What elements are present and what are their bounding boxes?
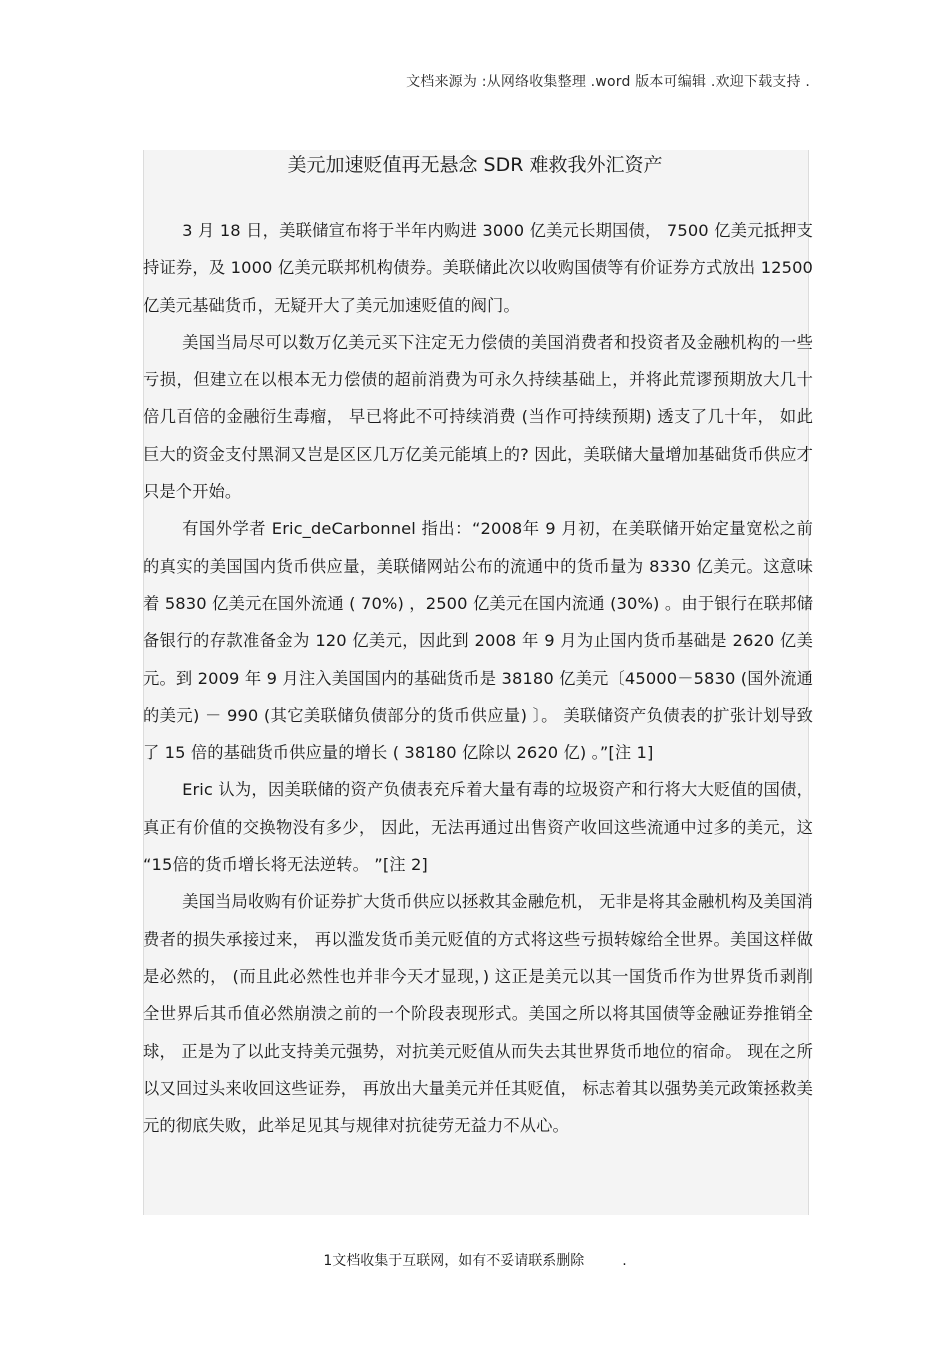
paragraph-2: 美国当局尽可以数万亿美元买下注定无力偿债的美国消费者和投资者及金融机构的一些亏损，但建立在以根本无力偿债的超前消费为可永久持续基础上，并将此荒谬预期放大几十倍几百倍的金融衍生毒瘤， 早已将此不可持续消费 (当作可持续预期) 透支了几十年， 如此巨大的资金支付黑洞又岂是区区几万亿美元能填上的? 因此，美联储大量增加基础货币供应才只是个开始。 xyxy=(143,332,813,502)
paragraph-1: 3 月 18 日，美联储宣布将于半年内购进 3000 亿美元长期国债， 7500 亿美元抵押支持证券，及 1000 亿美元联邦机构债券。美联储此次以收购国债等有价证券方式放出 12500 亿美元基础货币，无疑开大了美元加速贬值的阀门。 xyxy=(143,221,813,315)
paragraph-4: Eric 认为，因美联储的资产负债表充斥着大量有毒的垃圾资产和行将大大贬值的国债， 真正有价值的交换物没有多少， 因此，无法再通过出售资产收回这些流通中过多的美元，这 “15倍的货币增长将无法逆转。 ”[注 2] xyxy=(143,780,813,875)
footer-mark: . xyxy=(622,1253,627,1269)
page-footer xyxy=(0,1250,950,1270)
footer-text: 1文档收集于互联网，如有不妥请联系删除 xyxy=(323,1253,585,1269)
page-header: 文档来源为 :从网络收集整理 .word 版本可编辑 .欢迎下载支持 . xyxy=(406,74,810,90)
paragraph-3: 有国外学者 Eric_deCarbonnel 指出：“2008年 9 月初，在美联储开始定量宽松之前的真实的美国国内货币供应量，美联储网站公布的流通中的货币量为 8330 亿美元。这意味着 5830 亿美元在国外流通 ( 70%) ，2500 亿美元在国内流通 (30%) 。由于银行在联邦储备银行的存款准备金为 120 亿美元，因此到 2008 年 9 月为止国内货币基础是 2620 亿美元。到 2009 年 9 月注入美国国内的基础货币是 38180 亿美元〔45000－5830 (国外流通的美元) － 990 (其它美联储负债部分的货币供应量) 〕。 美联储资产负债表的扩张计划导致了 15 倍的基础货币供应量的增长 ( 38180 亿除以 2620 亿) 。”[注 1] xyxy=(143,519,813,763)
document-body xyxy=(143,212,813,1144)
document-title: 美元加速贬值再无悬念 SDR 难救我外汇资产 xyxy=(287,154,663,176)
paragraph-5: 美国当局收购有价证券扩大货币供应以拯救其金融危机， 无非是将其金融机构及美国消费者的损失承接过来， 再以滥发货币美元贬值的方式将这些亏损转嫁给全世界。美国这样做是必然的， (而且此必然性也并非今天才显现，) 这正是美元以其一国货币作为世界货币剥削全世界后其币值必然崩溃之前的一个阶段表现形式。美国之所以将其国债等金融证券推销全球， 正是为了以此支持美元强势，对抗美元贬值从而失去其世界货币地位的宿命。 现在之所以又回过头来收回这些证券， 再放出大量美元并任其贬值， 标志着其以强势美元政策拯救美元的彻底失败，此举足见其与规律对抗徒劳无益力不从心。 xyxy=(143,892,813,1136)
